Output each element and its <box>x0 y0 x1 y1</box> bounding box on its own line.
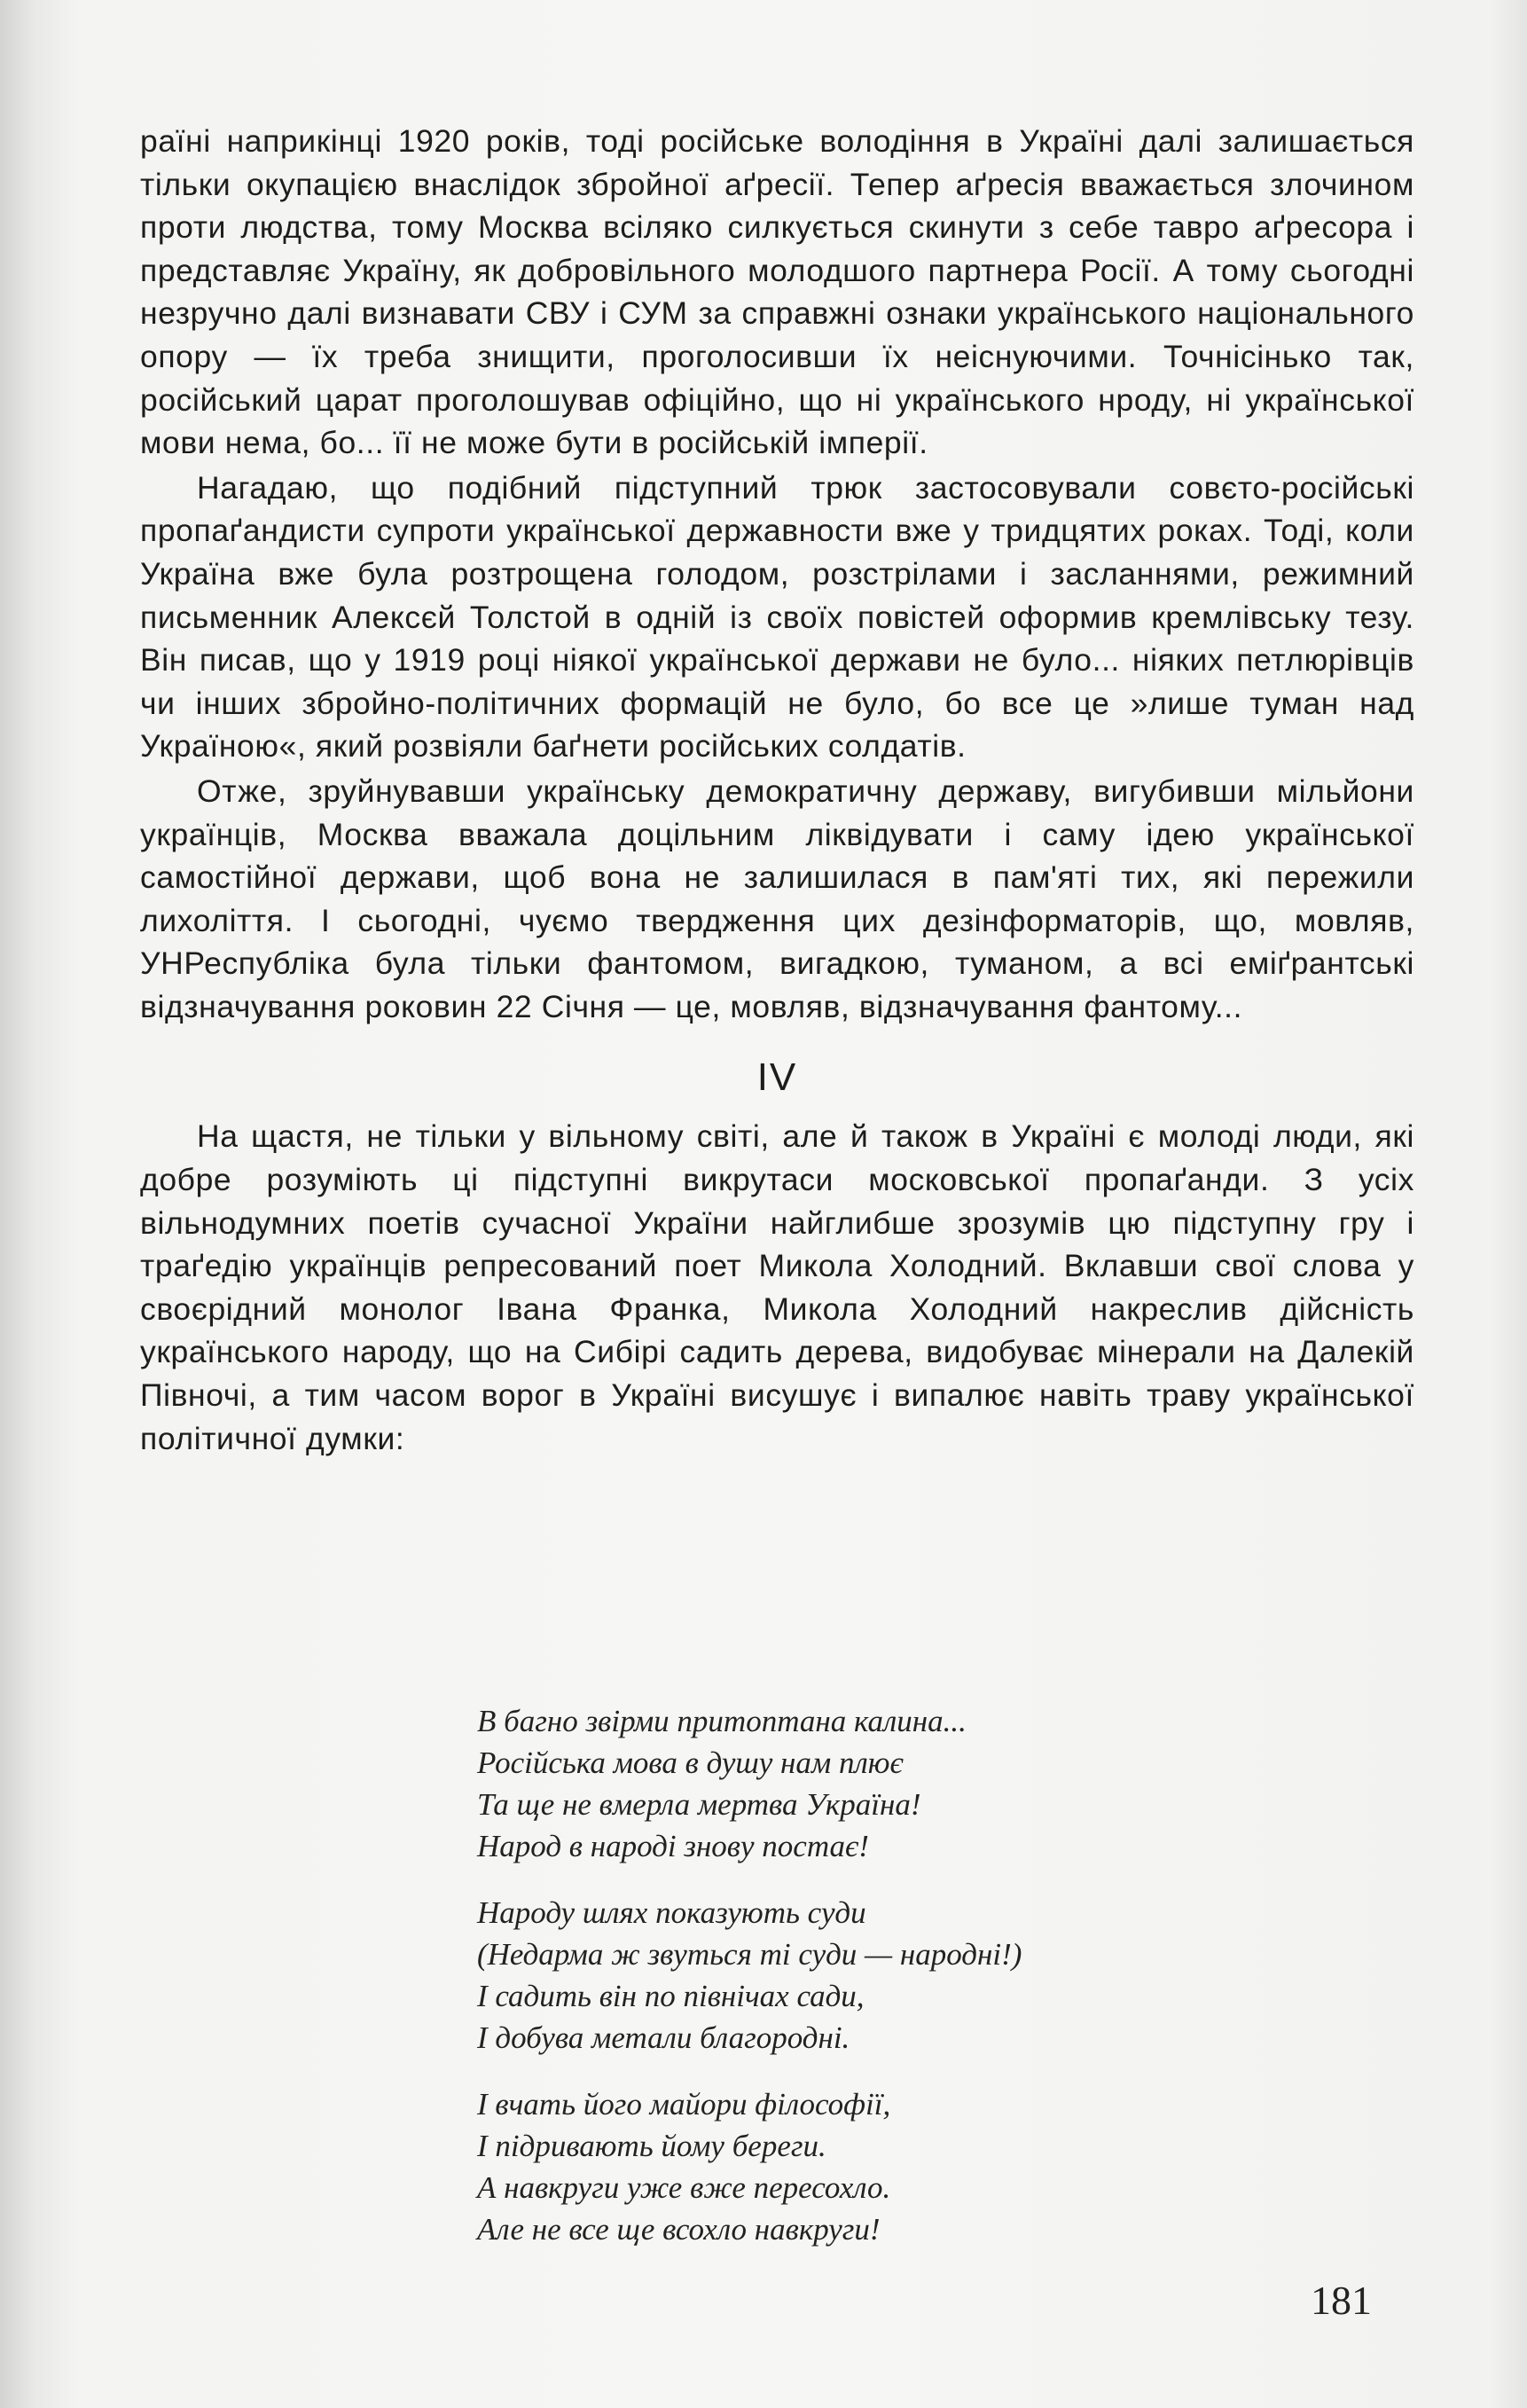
paragraph-4: На щастя, не тільки у вільному світі, але й також в Україні є молоді люди, які добре розуміють ці підступні викрутаси московської пропаґанди. З усіх вільнодумних поетів сучасної України найглибше зрозумів цю підступну гру і траґедію українців репресований поет Микола Холодний. Вклавши свої слова у своєрідний монолог Івана Франка, Микола Холодний накреслив дійсність українського народу, що на Сибірі садить дерева, видобуває мінерали на Далекій Півночі, а тим часом ворог в Україні висушує і випалює навіть траву української політичної думки: <box>140 1118 1414 1456</box>
prose-body <box>140 120 1414 1460</box>
paragraph-2: Нагадаю, що подібний підступний трюк застосовували совєто-російські пропаґандисти супроти української державности вже у тридцятих роках. Тоді, коли Україна вже була розтрощена голодом, розстрілами і засланнями, режимний письменник Алексєй Толстой в одній із своїх повістей оформив кремлівську тезу. Він писав, що у 1919 році ніякої української держави не було... ніяких петлюрівців чи інших збройно-політичних формацій не було, бо все це »лише туман над Україною«, який розвіяли баґнети російських солдатів. <box>140 469 1414 765</box>
poem-line: І вчать його майори філософії, <box>477 2087 891 2122</box>
poem-line: І садить він по північах сади, <box>477 1979 865 2013</box>
paragraph-3: Отже, зруйнувавши українську демократичну державу, вигубивши мільйони українців, Москва вважала доцільним ліквідувати і саму ідею української самостійної держави, щоб вона не залишилася в пам'яті тих, які пережили лихоліття. І сьогодні, чуємо твердження цих дезінформаторів, що, мовляв, УНРеспубліка була тільки фантомом, вигадкою, туманом, а всі еміґрантські відзначування роковин 22 Січня — це, мовляв, відзначування фантому... <box>140 773 1414 1024</box>
paragraph-1: раїні наприкінці 1920 років, тоді російське володіння в Україні далі залишається тільки окупацією внаслідок збройної аґресії. Тепер аґресія вважається злочином проти людства, тому Москва всіляко силкується скинути з себе тавро аґресора і представляє Україну, як добровільного молодшого партнера Росії. А тому сьогодні незручно далі визнавати СВУ і СУМ за справжні ознаки українського національного опору — їх треба знищити, проголосивши їх неіснуючими. Точнісінько так, російський царат проголошував офіційно, що ні українського нроду, ні української мови нема, бо... її не може бути в російській імперії. <box>140 123 1414 461</box>
poem-stanza-3 <box>477 2083 1275 2250</box>
section-heading: IV <box>756 1055 798 1100</box>
poem-stanza-1 <box>477 1700 1275 1867</box>
poem-line: (Недарма ж звуться ті суди — народні!) <box>477 1937 1022 1972</box>
poem-line: Та ще не вмерла мертва Україна! <box>477 1787 921 1822</box>
poem-line: Народ в народі знову постає! <box>477 1829 869 1863</box>
poem-line: В багно звірми притоптана калина... <box>477 1704 967 1738</box>
page-number: 181 <box>1311 2278 1372 2323</box>
poem-line: Але не все ще всохло навкруги! <box>477 2212 881 2247</box>
poem-line: І добува метали благородні. <box>477 2020 850 2055</box>
poem-line: А навкруги уже вже пересохло. <box>477 2170 891 2205</box>
poem-line: Російська мова в душу нам плює <box>477 1745 904 1780</box>
poem-quote <box>477 1700 1275 2275</box>
poem-line: Народу шлях показують суди <box>477 1895 866 1930</box>
poem-line: І підривають йому береги. <box>477 2129 826 2163</box>
poem-stanza-2 <box>477 1892 1275 2059</box>
